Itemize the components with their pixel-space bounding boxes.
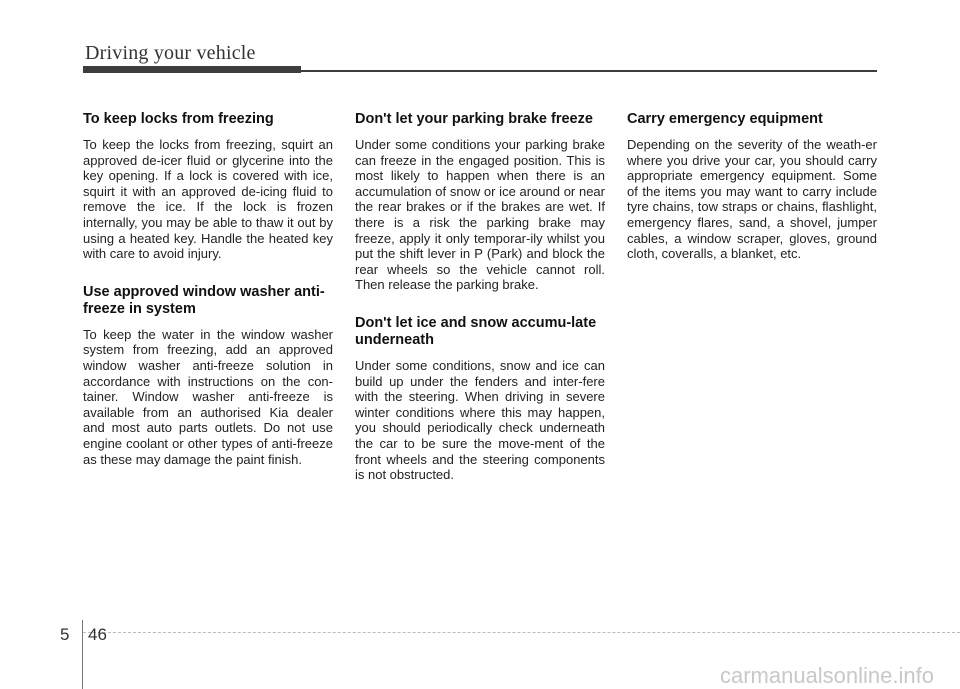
text-column-3: [627, 111, 877, 284]
section-heading: Don't let ice and snow accumu-late underneath: [355, 314, 597, 348]
chapter-number: 5: [60, 625, 70, 644]
text-column-1: [83, 111, 333, 489]
watermark: carmanualsonline.info: [719, 663, 934, 688]
section-parking-brake: [355, 111, 605, 293]
section-heading: Carry emergency equipment: [627, 111, 823, 127]
section-body: To keep the water in the window washer system from freezing, add an approved window washer anti-freeze solution in accordance with instructions on the con-tainer. Window washer anti-freeze is available from an authorised Kia dealer and most auto parts outlets. Do not use engine coolant or other types of anti-freeze as these may damage the paint finish.: [83, 326, 333, 467]
page-header-title: Driving your vehicle: [85, 42, 256, 64]
section-locks-freezing: [83, 111, 333, 262]
section-ice-snow: [355, 315, 605, 483]
footer-divider: [82, 620, 83, 689]
section-washer-antifreeze: [83, 284, 333, 467]
section-heading: Don't let your parking brake freeze: [355, 111, 593, 127]
section-body: To keep the locks from freezing, squirt an approved de-icer fluid or glycerine into the key opening. If a lock is covered with ice, squirt it with an approved de-icing fluid to remove the ice. If the lock is frozen internally, you may be able to thaw it out by using a heated key. Handle the heated key with care to avoid injury.: [83, 137, 333, 262]
header-rule-thin: [301, 70, 877, 72]
section-emergency-equipment: [627, 111, 877, 262]
section-body: Under some conditions, snow and ice can build up under the fenders and inter-fere with the steering. When driving in severe winter conditions where this may happen, you should periodically check underneath the car to be sure the move-ment of the front wheels and the steering components is not obstructed.: [355, 357, 605, 483]
header-rule-thick: [83, 66, 301, 73]
footer-rule: [83, 632, 960, 634]
section-heading: Use approved window washer anti-freeze in system: [83, 283, 325, 317]
text-column-2: [355, 111, 605, 505]
section-heading: To keep locks from freezing: [83, 111, 274, 127]
section-body: Under some conditions your parking brake can freeze in the engaged position. This is most likely to happen when there is an accumulation of snow or ice around or near the rear brakes or if the brakes are wet. If there is a risk the parking brake may freeze, apply it only temporar-ily whilst you put the shift lever in P (Park) and block the rear wheels so the vehicle cannot roll. Then release the parking brake.: [355, 137, 605, 293]
page-number: 46: [88, 625, 107, 644]
section-body: Depending on the severity of the weath-er where you drive your car, you should carry appropriate emergency equipment. Some of the items you may want to carry include tyre chains, tow straps or chains, flashlight, emergency flares, sand, a shovel, jumper cables, a window scraper, gloves, ground cloth, coveralls, a blanket, etc.: [627, 137, 877, 262]
